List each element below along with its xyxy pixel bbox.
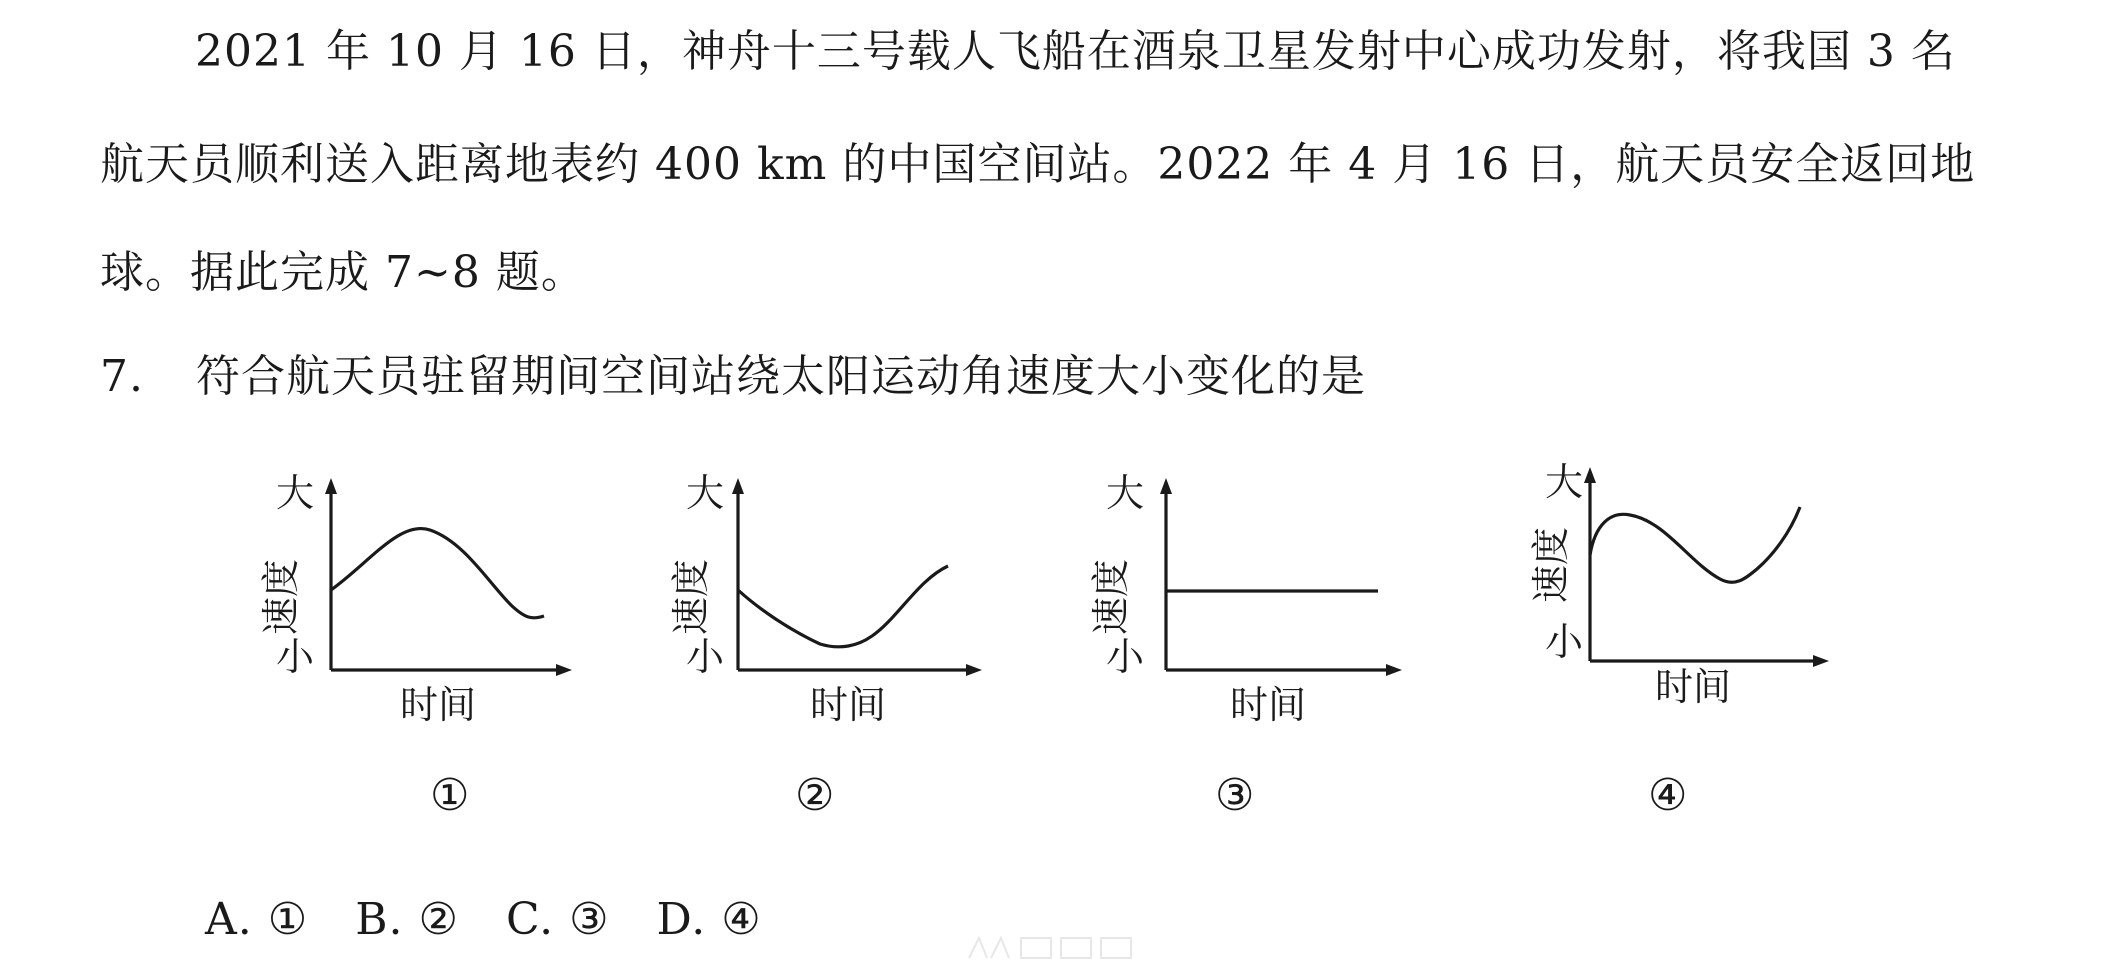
option-c-letter: C. xyxy=(506,894,555,945)
option-a-letter: A. xyxy=(205,894,253,945)
graph-1-y-top-label: 大 xyxy=(276,471,315,515)
graph-2-x-title: 时间 xyxy=(810,683,887,727)
graph-2-y-arrow xyxy=(732,478,744,494)
graph-1-x-title: 时间 xyxy=(400,683,477,727)
graph-4-y-title: 速度 xyxy=(1529,526,1573,603)
option-d-choice: ④ xyxy=(721,894,762,945)
graph-2-x-arrow xyxy=(966,664,982,676)
graph-2-y-bottom-label: 小 xyxy=(686,635,725,679)
graph-2-y-title: 速度 xyxy=(669,558,713,635)
question-text: 符合航天员驻留期间空间站绕太阳运动角速度大小变化的是 xyxy=(195,351,1366,402)
graph-4-x-title: 时间 xyxy=(1655,665,1732,709)
graph-1-number: ① xyxy=(430,770,470,821)
graph-3-y-title: 速度 xyxy=(1089,558,1133,635)
option-a[interactable] xyxy=(205,890,308,950)
graph-3-y-bottom-label: 小 xyxy=(1106,635,1145,679)
graph-4 xyxy=(1505,455,1845,725)
graph-2 xyxy=(660,470,1000,740)
graph-4-number: ④ xyxy=(1648,770,1688,821)
graph-1 xyxy=(250,470,590,740)
graph-3-y-top-label: 大 xyxy=(1106,471,1145,515)
option-c[interactable] xyxy=(506,890,610,950)
graph-1-y-title: 速度 xyxy=(259,558,303,635)
graph-4-y-bottom-label: 小 xyxy=(1545,620,1584,664)
graph-3 xyxy=(1080,470,1420,740)
option-d[interactable] xyxy=(657,890,762,950)
option-b-letter: B. xyxy=(355,894,404,945)
question-7 xyxy=(100,347,1366,407)
graph-1-x-arrow xyxy=(556,664,572,676)
option-a-choice: ① xyxy=(267,894,309,945)
passage-line-2: 航天员顺利送入距离地表约 400 km 的中国空间站。2022 年 4 月 16 日，航天员安全返回地 xyxy=(100,139,1976,190)
answer-options xyxy=(205,890,794,950)
graph-1-y-bottom-label: 小 xyxy=(276,635,315,679)
option-b-choice: ② xyxy=(418,894,459,945)
graph-2-y-top-label: 大 xyxy=(686,471,725,515)
passage-line-1: 2021 年 10 月 16 日，神舟十三号载人飞船在酒泉卫星发射中心成功发射，将我国 3 名 xyxy=(195,26,1956,77)
watermark-logo xyxy=(965,928,1165,968)
graph-3-number: ③ xyxy=(1215,770,1255,821)
option-b[interactable] xyxy=(355,890,459,950)
option-c-choice: ③ xyxy=(569,894,610,945)
graph-3-x-arrow xyxy=(1386,664,1402,676)
graph-2-number: ② xyxy=(795,770,835,821)
graph-1-curve xyxy=(331,528,544,617)
graph-4-x-arrow xyxy=(1813,655,1829,667)
option-d-letter: D. xyxy=(656,894,707,945)
graph-4-y-top-label: 大 xyxy=(1545,460,1584,504)
passage-line-3: 球。据此完成 7~8 题。 xyxy=(100,247,586,298)
question-number: 7. xyxy=(100,351,144,402)
graph-4-y-arrow xyxy=(1584,467,1596,483)
graph-4-curve xyxy=(1590,507,1800,582)
graph-3-x-title: 时间 xyxy=(1230,683,1307,727)
graph-1-y-arrow xyxy=(325,478,337,494)
graph-3-y-arrow xyxy=(1160,478,1172,494)
graph-2-curve xyxy=(738,566,948,647)
